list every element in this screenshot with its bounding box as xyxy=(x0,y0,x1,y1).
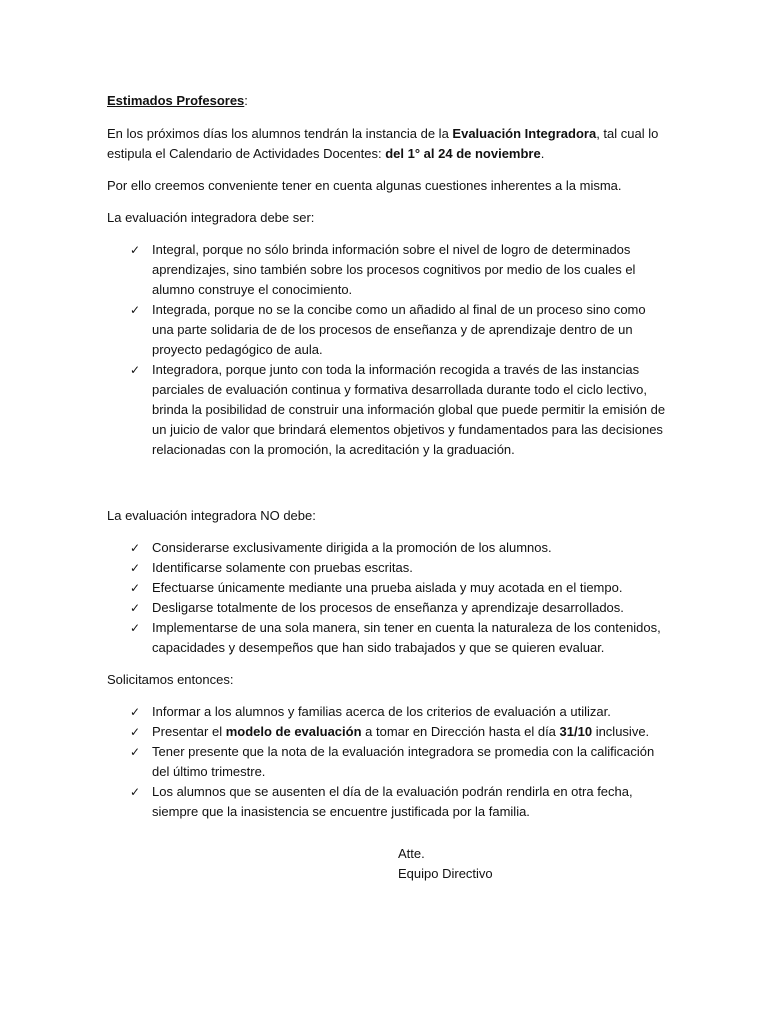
list-item-text: Integrada, porque no se la concibe como un añadido al final de un proceso sino como una parte solidaria de de los procesos de enseñanza y de aprendizaje dentro de un proyecto pedagógico de aula. xyxy=(152,302,646,357)
check-icon: ✓ xyxy=(130,541,141,555)
intro-text-3: . xyxy=(540,146,545,161)
list-item xyxy=(107,578,667,598)
check-icon: ✓ xyxy=(130,303,141,317)
list-item-text: Integradora, porque junto con toda la información recogida a través de las instancias parciales de evaluación continua y formativa desarrollada durante todo el ciclo lectivo, brinda la posibilidad de construir una información global que puede permitir la emisión de un juicio de valor que brindará elementos objetivos y fundamentados para las decisiones relacionadas con la promoción, la acreditación y la graduación. xyxy=(152,362,666,457)
list-item xyxy=(107,782,667,822)
check-icon: ✓ xyxy=(130,243,141,257)
list-item-text: Desligarse totalmente de los procesos de enseñanza y aprendizaje desarrollados. xyxy=(152,600,624,615)
list-item-text: Considerarse exclusivamente dirigida a la promoción de los alumnos. xyxy=(152,540,552,555)
list-item xyxy=(107,618,667,658)
intro-evaluation-name: Evaluación Integradora xyxy=(452,126,597,141)
list-item xyxy=(107,538,667,558)
list-item xyxy=(107,240,667,300)
greeting-colon: : xyxy=(244,93,248,108)
intro-paragraph xyxy=(107,124,667,164)
considerations-paragraph: Por ello creemos conveniente tener en cuenta algunas cuestiones inherentes a la misma. xyxy=(107,178,622,193)
should-not-list xyxy=(107,538,667,658)
check-icon: ✓ xyxy=(130,785,141,799)
check-icon: ✓ xyxy=(130,621,141,635)
letter xyxy=(107,91,667,884)
check-icon: ✓ xyxy=(130,363,141,377)
list-item-text: Integral, porque no sólo brinda información sobre el nivel de logro de determinados aprendizajes, sino también sobre los procesos cognitivos por medio de los cuales el alumno construye el conocimiento. xyxy=(152,242,636,297)
list-item-text: Tener presente que la nota de la evaluación integradora se promedia con la calificación del último trimestre. xyxy=(152,744,655,779)
evaluation-model-term: modelo de evaluación xyxy=(225,724,362,739)
should-be-list xyxy=(107,240,667,460)
list-item-text: Los alumnos que se ausenten el día de la evaluación podrán rendirla en otra fecha, siempre que la inasistencia se encuentre justificada por la familia. xyxy=(152,784,633,819)
intro-date-range: del 1° al 24 de noviembre xyxy=(385,146,541,161)
list-item-text: Informar a los alumnos y familias acerca de los criterios de evaluación a utilizar. xyxy=(152,704,611,719)
list-item xyxy=(107,300,667,360)
list-item xyxy=(107,558,667,578)
section-spacer xyxy=(107,472,667,506)
should-be-heading: La evaluación integradora debe ser: xyxy=(107,210,315,225)
list-item-text: inclusive. xyxy=(592,724,650,739)
greeting xyxy=(107,91,667,111)
list-item xyxy=(107,722,667,742)
list-item xyxy=(107,702,667,722)
list-item xyxy=(107,360,667,460)
check-icon: ✓ xyxy=(130,561,141,575)
intro-text-1: En los próximos días los alumnos tendrán la instancia de la xyxy=(107,126,453,141)
greeting-title: Estimados Profesores xyxy=(107,93,245,108)
list-item xyxy=(107,742,667,782)
signature-block xyxy=(398,844,667,884)
closing: Atte. xyxy=(398,846,425,861)
list-item-text: Efectuarse únicamente mediante una prueba aislada y muy acotada en el tiempo. xyxy=(152,580,623,595)
check-icon: ✓ xyxy=(130,745,141,759)
list-item-text: Implementarse de una sola manera, sin tener en cuenta la naturaleza de los contenidos, capacidades y desempeños que han sido trabajados y que se quieren evaluar. xyxy=(152,620,661,655)
requests-heading: Solicitamos entonces: xyxy=(107,672,234,687)
list-item-text: Identificarse solamente con pruebas escritas. xyxy=(152,560,413,575)
requests-list xyxy=(107,702,667,822)
check-icon: ✓ xyxy=(130,725,141,739)
deadline-date: 31/10 xyxy=(559,724,593,739)
check-icon: ✓ xyxy=(130,705,141,719)
list-item-text: Presentar el xyxy=(152,724,226,739)
intro-text-2: , tal cual lo estipula el Calendario de Actividades Docentes: xyxy=(107,126,659,161)
should-not-heading: La evaluación integradora NO debe: xyxy=(107,508,316,523)
list-item-text: a tomar en Dirección hasta el día xyxy=(361,724,560,739)
signer: Equipo Directivo xyxy=(398,866,493,881)
check-icon: ✓ xyxy=(130,601,141,615)
check-icon: ✓ xyxy=(130,581,141,595)
list-item xyxy=(107,598,667,618)
